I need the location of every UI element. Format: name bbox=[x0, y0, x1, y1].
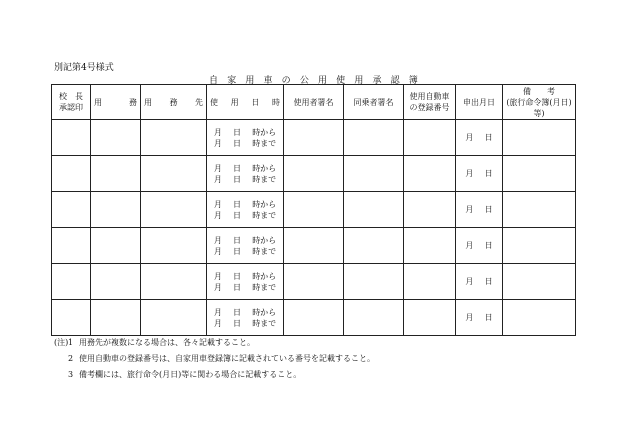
car-number-cell[interactable] bbox=[404, 228, 456, 264]
car-number-cell[interactable] bbox=[404, 264, 456, 300]
table-row bbox=[52, 120, 576, 156]
passenger-signature-cell[interactable] bbox=[344, 192, 404, 228]
note-item: (注) 1 用務先が複数になる場合は、各々記載すること。 bbox=[54, 335, 375, 351]
approval-cell[interactable] bbox=[52, 264, 91, 300]
note-item: 3 備考欄には、旅行命令(月日)等に関わる場合に記載すること。 bbox=[68, 370, 302, 379]
remarks-cell[interactable] bbox=[503, 264, 576, 300]
header-car-number: 使用自動車 の登録番号 bbox=[404, 85, 456, 120]
apply-date-cell[interactable]: 月 日 bbox=[456, 228, 503, 264]
notes-section bbox=[54, 335, 375, 383]
notes-mark: (注) bbox=[54, 338, 69, 347]
car-number-cell[interactable] bbox=[404, 120, 456, 156]
note-item: 2 使用自動車の登録番号は、自家用車登録簿に記載されている番号を記載すること。 bbox=[68, 354, 375, 363]
destination-cell[interactable] bbox=[141, 300, 207, 336]
destination-cell[interactable] bbox=[141, 264, 207, 300]
table-row bbox=[52, 192, 576, 228]
table-row bbox=[52, 156, 576, 192]
purpose-cell[interactable] bbox=[91, 192, 141, 228]
header-passenger-signature: 同乗者署名 bbox=[344, 85, 404, 120]
use-time-cell[interactable]: 月 日 時から 月 日 時まで bbox=[207, 156, 284, 192]
apply-date-cell[interactable]: 月 日 bbox=[456, 264, 503, 300]
header-principal-approval: 校 長 承認印 bbox=[52, 85, 91, 120]
form-label: 別記第4号様式 bbox=[54, 63, 114, 73]
user-signature-cell[interactable] bbox=[284, 300, 344, 336]
approval-cell[interactable] bbox=[52, 228, 91, 264]
passenger-signature-cell[interactable] bbox=[344, 156, 404, 192]
remarks-cell[interactable] bbox=[503, 192, 576, 228]
table-row bbox=[52, 300, 576, 336]
approval-cell[interactable] bbox=[52, 300, 91, 336]
user-signature-cell[interactable] bbox=[284, 192, 344, 228]
user-signature-cell[interactable] bbox=[284, 156, 344, 192]
passenger-signature-cell[interactable] bbox=[344, 120, 404, 156]
passenger-signature-cell[interactable] bbox=[344, 228, 404, 264]
use-time-cell[interactable]: 月 日 時から 月 日 時まで bbox=[207, 300, 284, 336]
purpose-cell[interactable] bbox=[91, 120, 141, 156]
remarks-cell[interactable] bbox=[503, 120, 576, 156]
remarks-cell[interactable] bbox=[503, 156, 576, 192]
header-apply-date: 申出月日 bbox=[456, 85, 503, 120]
approval-register-table bbox=[51, 84, 576, 336]
purpose-cell[interactable] bbox=[91, 228, 141, 264]
approval-cell[interactable] bbox=[52, 192, 91, 228]
header-purpose: 用 務 bbox=[91, 85, 141, 120]
destination-cell[interactable] bbox=[141, 156, 207, 192]
purpose-cell[interactable] bbox=[91, 156, 141, 192]
header-remarks: 備 考 (旅行命令簿(月日) 等) bbox=[503, 85, 576, 120]
header-destination: 用 務 先 bbox=[141, 85, 207, 120]
destination-cell[interactable] bbox=[141, 120, 207, 156]
header-row bbox=[52, 85, 576, 120]
apply-date-cell[interactable]: 月 日 bbox=[456, 300, 503, 336]
use-time-cell[interactable]: 月 日 時から 月 日 時まで bbox=[207, 228, 284, 264]
car-number-cell[interactable] bbox=[404, 156, 456, 192]
passenger-signature-cell[interactable] bbox=[344, 300, 404, 336]
table-row bbox=[52, 264, 576, 300]
use-time-cell[interactable]: 月 日 時から 月 日 時まで bbox=[207, 192, 284, 228]
use-time-cell[interactable]: 月 日 時から 月 日 時まで bbox=[207, 264, 284, 300]
remarks-cell[interactable] bbox=[503, 228, 576, 264]
car-number-cell[interactable] bbox=[404, 300, 456, 336]
page-title: 自 家 用 車 の 公 用 使 用 承 認 簿 bbox=[209, 76, 421, 86]
user-signature-cell[interactable] bbox=[284, 120, 344, 156]
purpose-cell[interactable] bbox=[91, 300, 141, 336]
destination-cell[interactable] bbox=[141, 192, 207, 228]
passenger-signature-cell[interactable] bbox=[344, 264, 404, 300]
user-signature-cell[interactable] bbox=[284, 228, 344, 264]
remarks-cell[interactable] bbox=[503, 300, 576, 336]
use-time-cell[interactable]: 月 日 時から 月 日 時まで bbox=[207, 120, 284, 156]
user-signature-cell[interactable] bbox=[284, 264, 344, 300]
car-number-cell[interactable] bbox=[404, 192, 456, 228]
table-row bbox=[52, 228, 576, 264]
approval-cell[interactable] bbox=[52, 120, 91, 156]
apply-date-cell[interactable]: 月 日 bbox=[456, 120, 503, 156]
purpose-cell[interactable] bbox=[91, 264, 141, 300]
apply-date-cell[interactable]: 月 日 bbox=[456, 192, 503, 228]
header-user-signature: 使用者署名 bbox=[284, 85, 344, 120]
destination-cell[interactable] bbox=[141, 228, 207, 264]
header-use-time: 使 用 日 時 bbox=[207, 85, 284, 120]
approval-cell[interactable] bbox=[52, 156, 91, 192]
apply-date-cell[interactable]: 月 日 bbox=[456, 156, 503, 192]
